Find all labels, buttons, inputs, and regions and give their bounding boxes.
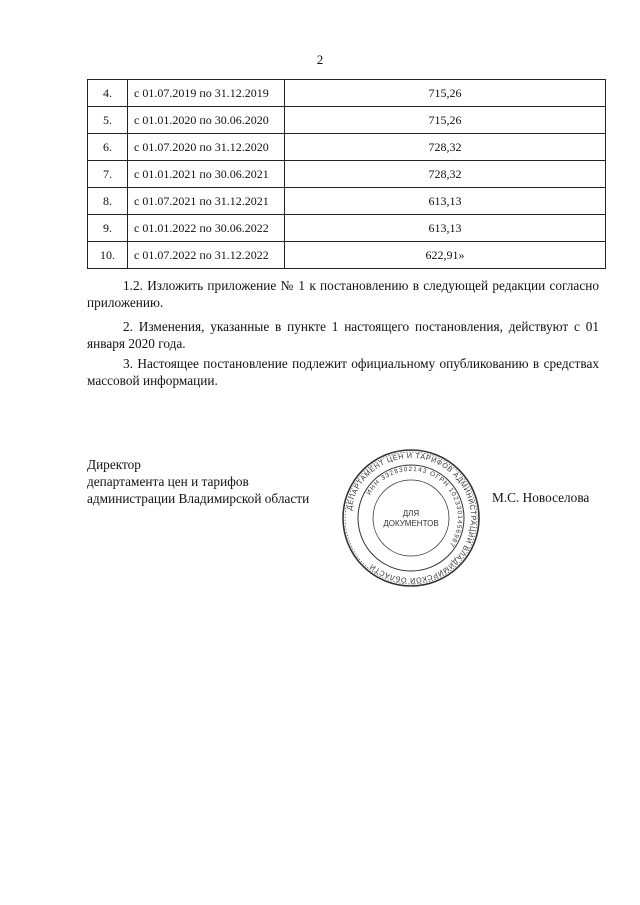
table-row <box>88 242 606 269</box>
table-row <box>88 107 606 134</box>
paragraph-1-2: 1.2. Изложить приложение № 1 к постановлению в следующей редакции согласно приложению. <box>87 278 599 310</box>
seal-center-line-2: ДОКУМЕНТОВ <box>383 519 439 528</box>
table-row <box>88 134 606 161</box>
period-cell: с 01.01.2022 по 30.06.2022 <box>128 215 285 242</box>
period-cell: с 01.07.2019 по 31.12.2019 <box>128 80 285 107</box>
row-number-cell: 5. <box>88 107 128 134</box>
tariff-value-cell: 715,26 <box>285 107 606 134</box>
table-row <box>88 188 606 215</box>
row-number-cell: 9. <box>88 215 128 242</box>
paragraph-3: 3. Настоящее постановление подлежит официальному опубликованию в средствах массовой информации. <box>87 356 599 388</box>
tariff-value-cell: 622,91» <box>285 242 606 269</box>
row-number-cell: 7. <box>88 161 128 188</box>
tariff-table <box>87 79 606 269</box>
official-seal-stamp <box>341 448 481 588</box>
table-row <box>88 161 606 188</box>
period-cell: с 01.01.2020 по 30.06.2020 <box>128 107 285 134</box>
period-cell: с 01.07.2022 по 31.12.2022 <box>128 242 285 269</box>
period-cell: с 01.07.2020 по 31.12.2020 <box>128 134 285 161</box>
tariff-value-cell: 613,13 <box>285 215 606 242</box>
signatory-name: М.С. Новоселова <box>492 490 590 505</box>
row-number-cell: 4. <box>88 80 128 107</box>
period-cell: с 01.01.2021 по 30.06.2021 <box>128 161 285 188</box>
row-number-cell: 10. <box>88 242 128 269</box>
seal-ring-text: ДЕПАРТАМЕНТ ЦЕН И ТАРИФОВ АДМИНИСТРАЦИИ ВЛАДИМИРСКОЙ ОБЛАСТИ <box>344 450 479 586</box>
paragraph-2: 2. Изменения, указанные в пункте 1 настоящего постановления, действуют с 01 января 2020 года. <box>87 319 599 351</box>
tariff-value-cell: 613,13 <box>285 188 606 215</box>
signatory-title-line-1: Директор <box>87 457 141 472</box>
page-number: 2 <box>316 52 324 67</box>
table-row <box>88 215 606 242</box>
signatory-title-line-2: департамента цен и тарифов <box>87 474 249 489</box>
tariff-value-cell: 728,32 <box>285 134 606 161</box>
svg-text:ИНН 3328302143 ОГРН 1023301456 <box>366 466 464 549</box>
table-row <box>88 80 606 107</box>
row-number-cell: 8. <box>88 188 128 215</box>
tariff-value-cell: 728,32 <box>285 161 606 188</box>
signatory-title <box>87 456 309 507</box>
row-number-cell: 6. <box>88 134 128 161</box>
signatory-title-line-3: администрации Владимирской области <box>87 491 310 506</box>
tariff-value-cell: 715,26 <box>285 80 606 107</box>
seal-code-text: ИНН 3328302143 ОГРН 1023301456987 <box>365 465 464 549</box>
period-cell: с 01.07.2021 по 31.12.2021 <box>128 188 285 215</box>
seal-center-line-1: ДЛЯ <box>402 509 420 518</box>
